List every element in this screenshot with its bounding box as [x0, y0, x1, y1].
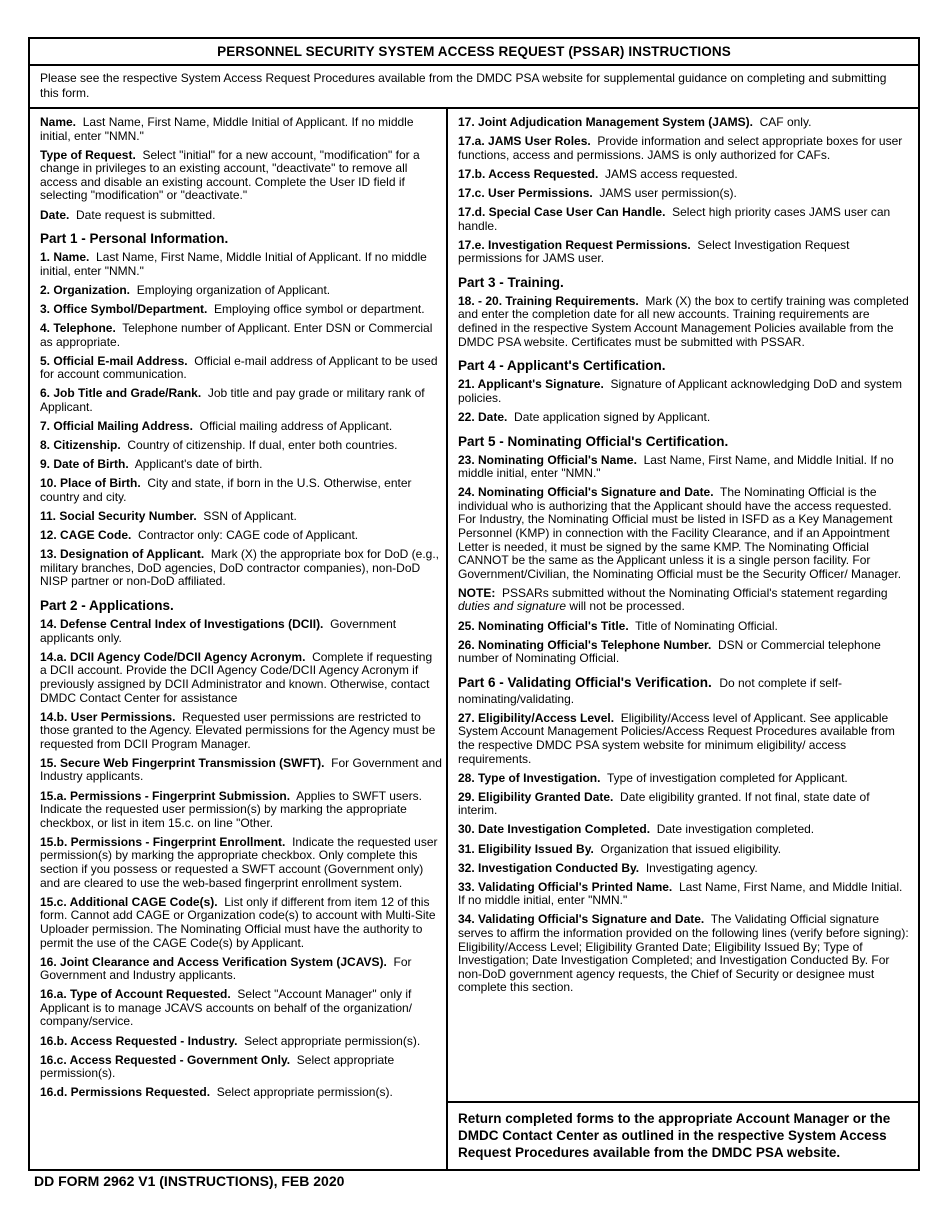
item-34: 34. Validating Official's Signature and Date. The Validating Official signature serves to affirm the information provided on the following lines (verify before signing): Eligibility/Access Level; Eligibility Granted Date; Eligibility Issued By; Type of Investigation; Date Investigation Completed; and Investigation Conducted By. For non-DoD government agency requests, the Chief of Security or designee must complete this section. — [458, 912, 909, 995]
item-28: 28. Type of Investigation. Type of investigation completed for Applicant. — [458, 770, 848, 785]
item-10: 10. Place of Birth. City and state, if born in the U.S. Otherwise, enter country and city. — [40, 476, 412, 504]
form-footer: DD FORM 2962 V1 (INSTRUCTIONS), FEB 2020 — [34, 1173, 345, 1189]
item-16c: 16.c. Access Requested - Government Only. Select appropriate permission(s). — [40, 1052, 395, 1081]
instructions-frame — [28, 37, 920, 1171]
part1-heading: Part 1 - Personal Information. — [40, 231, 229, 247]
item-type-of-request: Type of Request. Select "initial" for a new account, "modification" for a change in privileges to an existing account, "deactivate" to remove all access and disable an existing account. Complete the User ID field if selecting "modification" or "deactivate." — [40, 147, 420, 203]
item-5: 5. Official E-mail Address. Official e-mail address of Applicant to be used for account communication. — [40, 353, 438, 382]
item-18-20: 18. - 20. Training Requirements. Mark (X) the box to certify training was completed and enter the completion date for all new accounts. Training requirements are defined in the respective System Account Management Policies available from the DMDC PSA website. Certificates must be submitted with PSSAR. — [458, 293, 909, 349]
item-25: 25. Nominating Official's Title. Title of Nominating Official. — [458, 618, 778, 633]
intro-text: Please see the respective System Access Request Procedures available from the DMDC PSA website for supplemental guidance on completing and submitting this form. — [30, 66, 918, 109]
item-4: 4. Telephone. Telephone number of Applicant. Enter DSN or Commercial as appropriate. — [40, 321, 433, 349]
item-21: 21. Applicant's Signature. Signature of Applicant acknowledging DoD and system policies. — [458, 377, 902, 405]
part5-heading: Part 5 - Nominating Official's Certification. — [458, 433, 729, 449]
return-instructions: Return completed forms to the appropriate Account Manager or the DMDC Contact Center as outlined in the respective System Access Request Procedures available from the DMDC PSA website. — [448, 1101, 918, 1169]
item-31: 31. Eligibility Issued By. Organization that issued eligibility. — [458, 841, 782, 856]
item-11: 11. Social Security Number. SSN of Applicant. — [40, 509, 297, 524]
item-2: 2. Organization. Employing organization of Applicant. — [40, 282, 331, 297]
item-16a: 16.a. Type of Account Requested. Select "Account Manager" only if Applicant is to manage JCAVS accounts on behalf of the organization/ company/service. — [40, 987, 413, 1029]
item-14b: 14.b. User Permissions. Requested user permissions are restricted to those granted to the Agency. Elevated permissions for the Agency must be requested from DCII Program Manager. — [40, 709, 436, 751]
item-17e: 17.e. Investigation Request Permissions. Select Investigation Request permissions for JAMS user. — [458, 237, 850, 266]
item-15a: 15.a. Permissions - Fingerprint Submission. Applies to SWFT users. Indicate the requested user permission(s) by marking the appropriate checkbox, or list in item 15.c. on line "Other. — [40, 788, 422, 830]
item-7: 7. Official Mailing Address. Official mailing address of Applicant. — [40, 419, 393, 434]
part3-heading: Part 3 - Training. — [458, 274, 564, 290]
note: NOTE: PSSARs submitted without the Nominating Official's statement regarding duties and signature will not be processed. — [458, 585, 888, 614]
item-32: 32. Investigation Conducted By. Investigating agency. — [458, 860, 758, 875]
item-16d: 16.d. Permissions Requested. Select appropriate permission(s). — [40, 1085, 393, 1100]
item-16b: 16.b. Access Requested - Industry. Select appropriate permission(s). — [40, 1033, 421, 1048]
item-date: Date. Date request is submitted. — [40, 207, 216, 222]
item-6: 6. Job Title and Grade/Rank. Job title and pay grade or military rank of Applicant. — [40, 386, 425, 414]
item-24: 24. Nominating Official's Signature and Date. The Nominating Official is the individual who is authorizing that the Applicant should have the access requested. For Industry, the Nominating Official must be listed in ISFD as a Key Management Personnel (KMP) in connection with the Facility Clearance, and if an Appointment Letter is needed, it must be signed by the same KMP. The Nominating Official CANNOT be the same as the Applicant unless it is a single person facility. For Government/Civilian, the Nominating Official must be the Security Officer/ Manager. — [458, 485, 902, 581]
left-column — [30, 109, 448, 1169]
item-12: 12. CAGE Code. Contractor only: CAGE code of Applicant. — [40, 528, 359, 543]
item-13: 13. Designation of Applicant. Mark (X) the appropriate box for DoD (e.g., military branches, DoD agencies, DoD contractor companies), non-DoD NISP partner or non-DoD affiliated. — [40, 547, 440, 589]
item-15: 15. Secure Web Fingerprint Transmission (SWFT). For Government and Industry applicants. — [40, 755, 442, 784]
part2-heading: Part 2 - Applications. — [40, 598, 174, 614]
page-title: PERSONNEL SECURITY SYSTEM ACCESS REQUEST (PSSAR) INSTRUCTIONS — [30, 39, 918, 66]
right-column — [448, 109, 918, 1169]
item-name: Name. Last Name, First Name, Middle Initial of Applicant. If no middle initial, enter "NMN." — [40, 115, 414, 143]
item-3: 3. Office Symbol/Department. Employing office symbol or department. — [40, 301, 425, 316]
item-17: 17. Joint Adjudication Management System (JAMS). CAF only. — [458, 115, 812, 129]
item-26: 26. Nominating Official's Telephone Number. DSN or Commercial telephone number of Nominating Official. — [458, 637, 881, 666]
part6-heading: Part 6 - Validating Official's Verification. Do not complete if self-nominating/validating. — [458, 674, 843, 706]
item-15c: 15.c. Additional CAGE Code(s). List only if different from item 12 of this form. Cannot add CAGE or Organization code(s) to account with Multi-Site Uploader permission. The Nominating Official must have the authority to permit the use of the CAGE Code(s) by Applicant. — [40, 894, 436, 950]
item-30: 30. Date Investigation Completed. Date investigation completed. — [458, 822, 815, 837]
item-23: 23. Nominating Official's Name. Last Name, First Name, and Middle Initial. If no middle initial, enter "NMN." — [458, 452, 894, 481]
item-22: 22. Date. Date application signed by Applicant. — [458, 409, 711, 424]
item-14a: 14.a. DCII Agency Code/DCII Agency Acronym. Complete if requesting a DCII account. Provide the DCII Agency Code/DCII Agency Acronym if previously assigned by DCII Administrator and known. Otherwise, contact DMDC Contact Center for assistance — [40, 649, 433, 705]
item-1: 1. Name. Last Name, First Name, Middle Initial of Applicant. If no middle initial, enter "NMN." — [40, 250, 427, 278]
item-14: 14. Defense Central Index of Investigations (DCII). Government applicants only. — [40, 617, 397, 645]
item-8: 8. Citizenship. Country of citizenship. If dual, enter both countries. — [40, 438, 398, 453]
item-9: 9. Date of Birth. Applicant's date of birth. — [40, 457, 263, 472]
item-33: 33. Validating Official's Printed Name. Last Name, First Name, and Middle Initial. If no middle initial, enter "NMN." — [458, 879, 903, 908]
item-16: 16. Joint Clearance and Access Verification System (JCAVS). For Government and Industry applicants. — [40, 954, 412, 983]
item-17a: 17.a. JAMS User Roles. Provide information and select appropriate boxes for user functions, access and permissions. JAMS is only authorized for CAFs. — [458, 134, 903, 162]
item-27: 27. Eligibility/Access Level. Eligibility/Access level of Applicant. See applicable System Account Management Policies/Access Request Procedures available from the respective DMDC PSA system website for minimum eligibility/ access requirements. — [458, 710, 895, 766]
item-15b: 15.b. Permissions - Fingerprint Enrollment. Indicate the requested user permission(s) by marking the appropriate checkbox. Only complete this section if you possess or requested a SWFT account (Government only) and are cleared to use the web-based fingerprint enrollment system. — [40, 834, 438, 890]
part4-heading: Part 4 - Applicant's Certification. — [458, 358, 666, 374]
instruction-columns — [30, 109, 918, 1169]
item-17d: 17.d. Special Case User Can Handle. Select high priority cases JAMS user can handle. — [458, 204, 891, 233]
item-17b: 17.b. Access Requested. JAMS access requested. — [458, 166, 738, 181]
item-17c: 17.c. User Permissions. JAMS user permission(s). — [458, 185, 737, 200]
item-29: 29. Eligibility Granted Date. Date eligibility granted. If not final, state date of interim. — [458, 789, 870, 818]
